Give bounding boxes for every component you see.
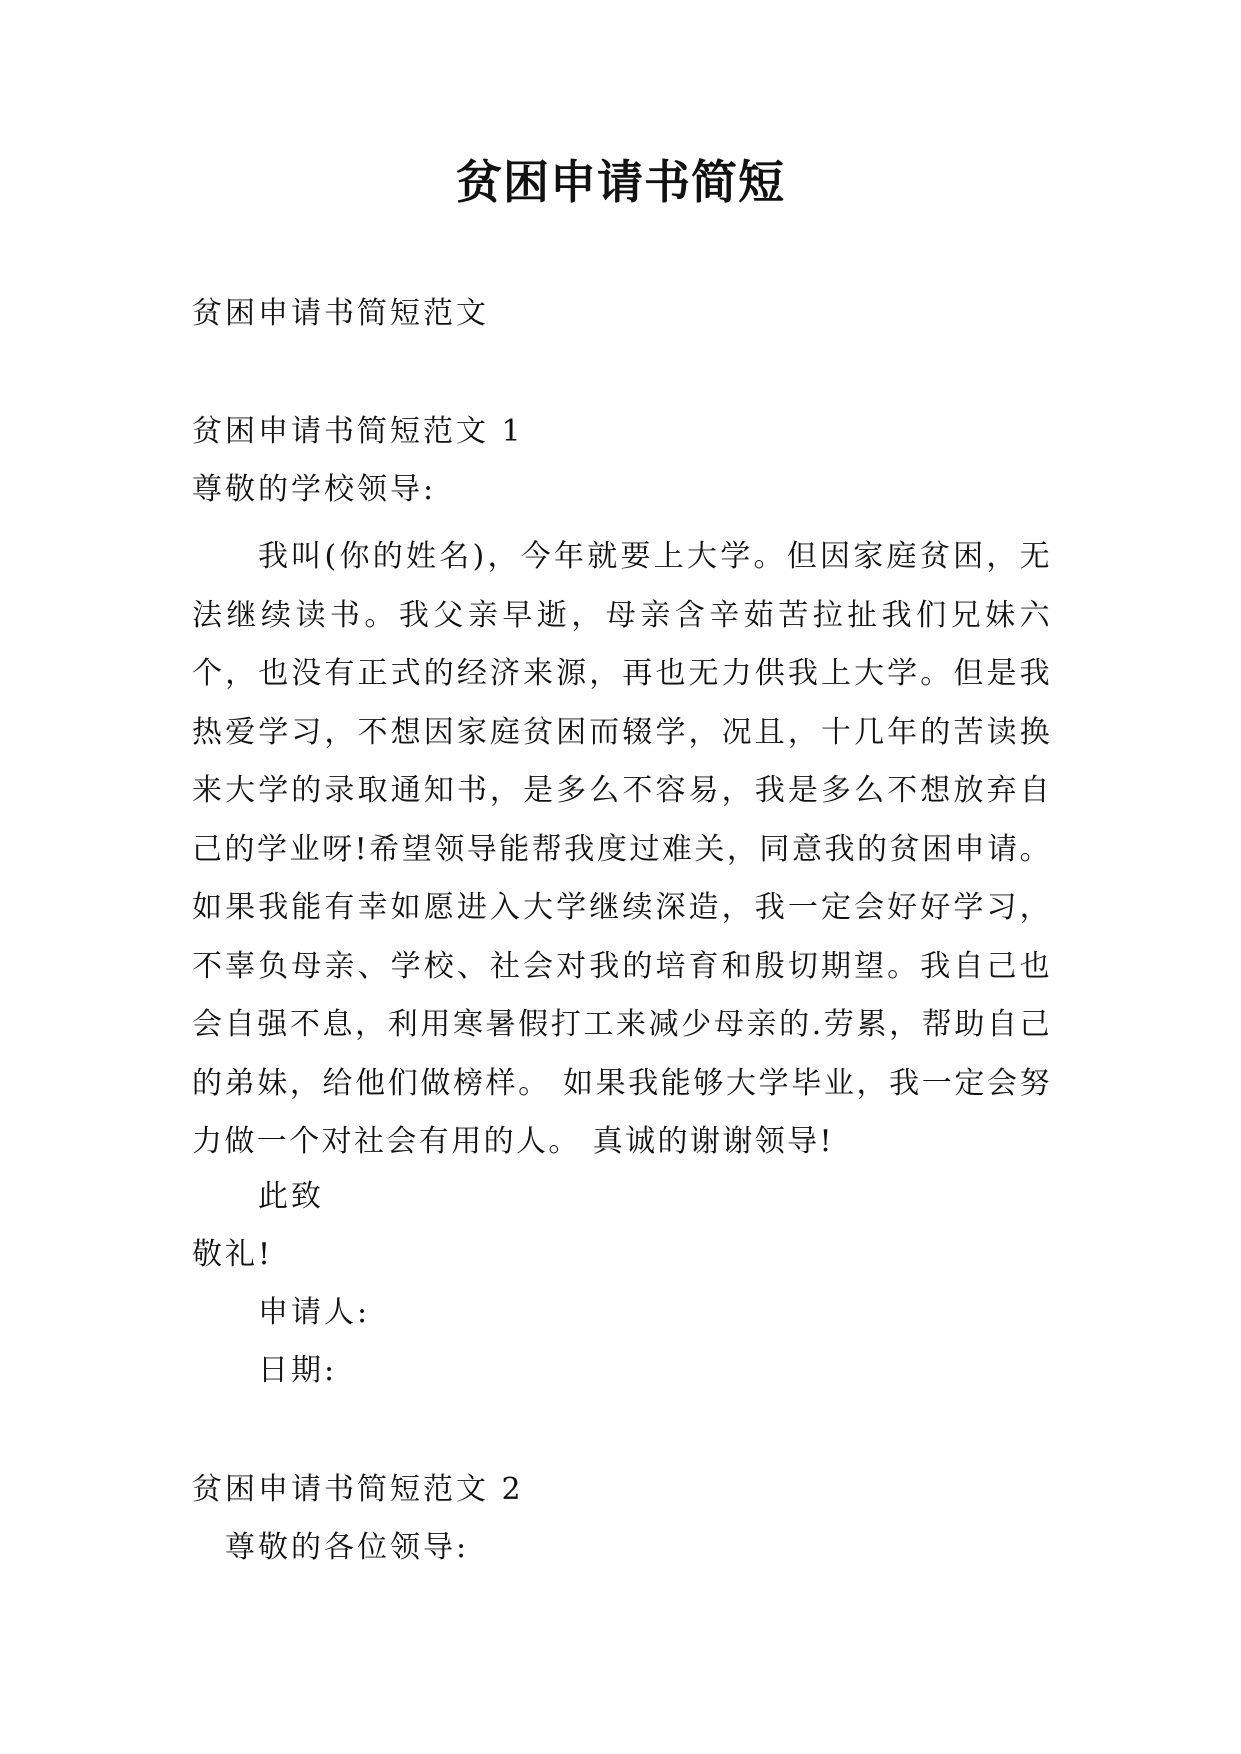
letter1-closing-1: 此致 [258, 1179, 324, 1214]
letter1-heading: 贫困申请书简短范文 1 [192, 414, 524, 449]
letter1-closing-2: 敬礼! [192, 1237, 274, 1272]
letter1-applicant: 申请人: [258, 1295, 371, 1330]
document-subtitle: 贫困申请书简短范文 [192, 296, 489, 331]
letter2-salutation: 尊敬的各位领导: [225, 1530, 470, 1565]
letter1-date: 日期: [258, 1353, 338, 1388]
letter1-body: 我叫(你的姓名)，今年就要上大学。但因家庭贫困，无法继续读书。我父亲早逝，母亲含辛茹苦拉扯我们兄妹六个，也没有正式的经济来源，再也无力供我上大学。但是我热爱学习，不想因家庭贫困而辍学，况且，十几年的苦读换来大学的录取通知书，是多么不容易，我是多么不想放弃自己的学业呀!希望领导能帮我度过难关，同意我的贫困申请。 如果我能有幸如愿进入大学继续深造，我一定会好好学习，不辜负母亲、学校、社会对我的培育和殷切期望。我自己也会自强不息，利用寒暑假打工来减少母亲的.劳累，帮助自己的弟妹，给他们做榜样。 如果我能够大学毕业，我一定会努力做一个对社会有用的人。 真诚的谢谢领导! [192, 539, 1052, 1159]
letter1-salutation: 尊敬的学校领导: [192, 472, 437, 507]
document-title: 贫困申请书简短 [456, 155, 785, 209]
letter2-heading: 贫困申请书简短范文 2 [192, 1472, 524, 1507]
